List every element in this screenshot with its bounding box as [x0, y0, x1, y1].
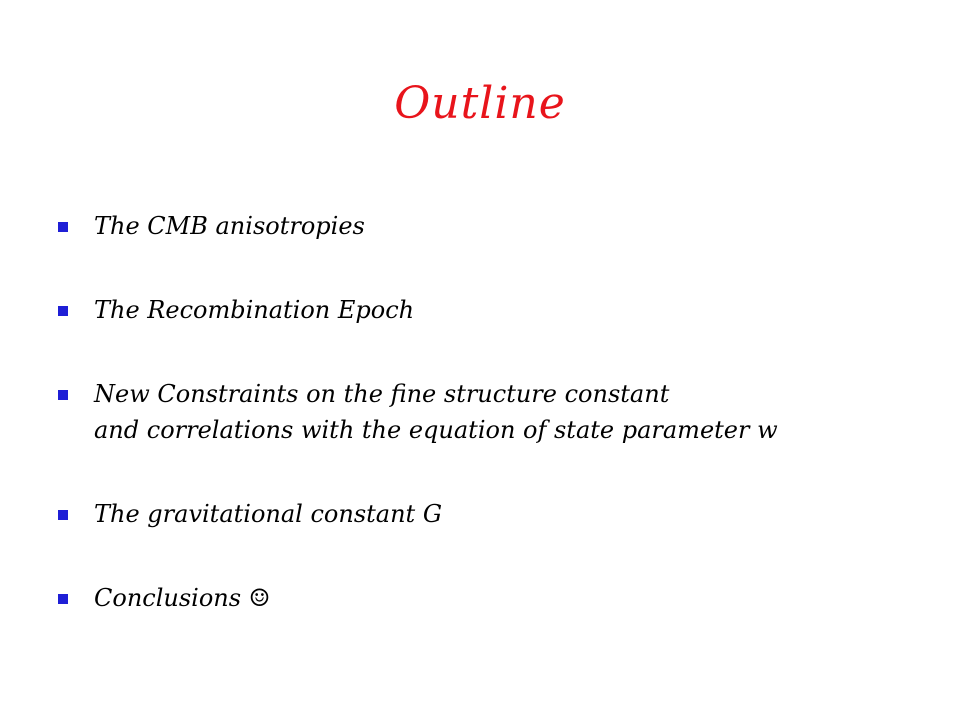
bullet-text: Conclusions ☺ — [94, 584, 271, 612]
square-bullet-icon — [58, 510, 68, 520]
bullet-text: New Constraints on the fine structure constant — [94, 380, 670, 408]
square-bullet-icon — [58, 222, 68, 232]
bullet-item-gravitational-constant — [58, 496, 918, 532]
bullet-item-conclusions — [58, 580, 918, 616]
bullet-text-continuation: and correlations with the equation of state parameter w — [94, 416, 778, 444]
slide-title: Outline — [394, 78, 566, 129]
square-bullet-icon — [58, 306, 68, 316]
bullet-text: The gravitational constant G — [94, 500, 442, 528]
square-bullet-icon — [58, 594, 68, 604]
bullet-item-recombination-epoch — [58, 292, 918, 328]
bullet-item-fine-structure-constant — [58, 376, 918, 448]
bullet-text: The Recombination Epoch — [94, 296, 415, 324]
bullet-item-cmb-anisotropies — [58, 208, 918, 244]
square-bullet-icon — [58, 390, 68, 400]
bullet-list — [58, 208, 918, 616]
bullet-text: The CMB anisotropies — [94, 212, 365, 240]
